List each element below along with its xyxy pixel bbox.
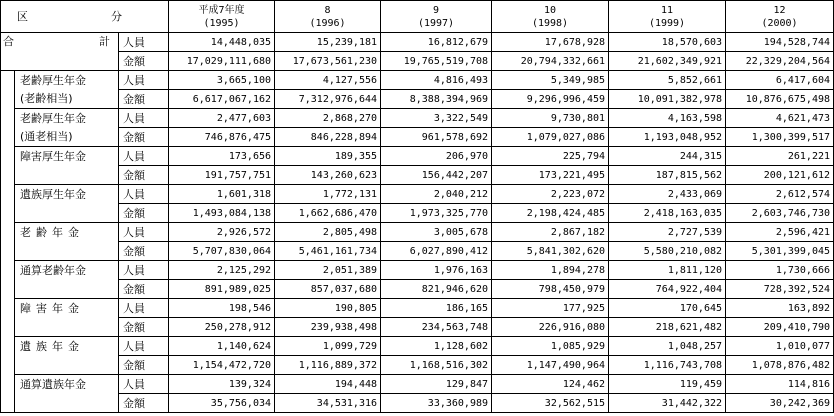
metric-label: 金額	[119, 394, 169, 413]
value-cell: 5,461,161,734	[275, 242, 381, 261]
category-name: (老齢相当)	[15, 90, 119, 109]
value-cell: 3,005,678	[381, 223, 492, 242]
table-row	[1, 71, 834, 90]
table-row	[1, 52, 834, 71]
metric-label: 金額	[119, 280, 169, 299]
indent-cell	[1, 223, 15, 261]
value-cell: 173,656	[169, 147, 275, 166]
value-cell: 891,989,025	[169, 280, 275, 299]
value-cell: 4,816,493	[381, 71, 492, 90]
total-label-cell	[1, 33, 119, 71]
year-header: 12 (2000)	[726, 1, 834, 33]
kubun-header	[1, 1, 169, 33]
metric-label: 人員	[119, 185, 169, 204]
value-cell: 143,260,623	[275, 166, 381, 185]
value-cell: 218,621,482	[609, 318, 726, 337]
value-cell: 1,147,490,964	[492, 356, 609, 375]
year-header: 平成7年度 (1995)	[169, 1, 275, 33]
value-cell: 5,301,399,045	[726, 242, 834, 261]
value-cell: 1,154,472,720	[169, 356, 275, 375]
category-name	[15, 280, 119, 299]
table-row	[1, 166, 834, 185]
value-cell: 2,198,424,485	[492, 204, 609, 223]
category-name	[15, 356, 119, 375]
value-cell: 9,730,801	[492, 109, 609, 128]
category-name: 老齢年金	[15, 223, 119, 242]
value-cell: 4,621,473	[726, 109, 834, 128]
metric-label: 金額	[119, 166, 169, 185]
value-cell: 139,324	[169, 375, 275, 394]
value-cell: 1,116,889,372	[275, 356, 381, 375]
table-row	[1, 185, 834, 204]
category-name	[15, 394, 119, 413]
value-cell: 239,938,498	[275, 318, 381, 337]
value-cell: 2,868,270	[275, 109, 381, 128]
value-cell: 194,448	[275, 375, 381, 394]
category-name: (通老相当)	[15, 128, 119, 147]
indent-cell	[1, 337, 15, 375]
value-cell: 798,450,979	[492, 280, 609, 299]
value-cell: 124,462	[492, 375, 609, 394]
category-name: 通算老齢年金	[15, 261, 119, 280]
table-row	[1, 223, 834, 242]
category-name: 老齢厚生年金	[15, 109, 119, 128]
value-cell: 857,037,680	[275, 280, 381, 299]
value-cell: 3,322,549	[381, 109, 492, 128]
value-cell: 5,841,302,620	[492, 242, 609, 261]
value-cell: 17,673,561,230	[275, 52, 381, 71]
value-cell: 261,221	[726, 147, 834, 166]
value-cell: 30,242,369	[726, 394, 834, 413]
value-cell: 190,805	[275, 299, 381, 318]
value-cell: 728,392,524	[726, 280, 834, 299]
value-cell: 19,765,519,708	[381, 52, 492, 71]
total-left: 合	[3, 35, 14, 48]
value-cell: 3,665,100	[169, 71, 275, 90]
value-cell: 20,794,332,661	[492, 52, 609, 71]
value-cell: 1,099,729	[275, 337, 381, 356]
table-row	[1, 33, 834, 52]
value-cell: 2,867,182	[492, 223, 609, 242]
value-cell: 2,223,072	[492, 185, 609, 204]
value-cell: 1,662,686,470	[275, 204, 381, 223]
indent-cell	[1, 147, 15, 185]
value-cell: 2,418,163,035	[609, 204, 726, 223]
value-cell: 234,563,748	[381, 318, 492, 337]
value-cell: 1,010,077	[726, 337, 834, 356]
value-cell: 206,970	[381, 147, 492, 166]
total-right: 計	[99, 35, 110, 48]
value-cell: 10,876,675,498	[726, 90, 834, 109]
metric-label: 人員	[119, 375, 169, 394]
value-cell: 2,040,212	[381, 185, 492, 204]
value-cell: 1,894,278	[492, 261, 609, 280]
category-name: 老齢厚生年金	[15, 71, 119, 90]
value-cell: 250,278,912	[169, 318, 275, 337]
value-cell: 5,852,661	[609, 71, 726, 90]
value-cell: 156,442,207	[381, 166, 492, 185]
category-name: 障害厚生年金	[15, 147, 119, 166]
metric-label: 金額	[119, 242, 169, 261]
metric-label: 人員	[119, 109, 169, 128]
value-cell: 194,528,744	[726, 33, 834, 52]
value-cell: 4,163,598	[609, 109, 726, 128]
value-cell: 163,892	[726, 299, 834, 318]
value-cell: 6,027,890,412	[381, 242, 492, 261]
category-name: 通算遺族年金	[15, 375, 119, 394]
value-cell: 31,442,322	[609, 394, 726, 413]
value-cell: 2,612,574	[726, 185, 834, 204]
year-header: 10 (1998)	[492, 1, 609, 33]
value-cell: 961,578,692	[381, 128, 492, 147]
indent-cell	[1, 185, 15, 223]
value-cell: 764,922,404	[609, 280, 726, 299]
value-cell: 1,973,325,770	[381, 204, 492, 223]
value-cell: 34,531,316	[275, 394, 381, 413]
value-cell: 1,811,120	[609, 261, 726, 280]
value-cell: 6,617,067,162	[169, 90, 275, 109]
value-cell: 1,048,257	[609, 337, 726, 356]
header-row	[1, 1, 834, 33]
value-cell: 1,493,084,138	[169, 204, 275, 223]
value-cell: 129,847	[381, 375, 492, 394]
metric-label: 金額	[119, 90, 169, 109]
value-cell: 1,085,929	[492, 337, 609, 356]
table-row	[1, 280, 834, 299]
category-name: 遺族年金	[15, 337, 119, 356]
value-cell: 15,239,181	[275, 33, 381, 52]
indent-cell	[1, 71, 15, 109]
table-row	[1, 337, 834, 356]
category-name	[15, 166, 119, 185]
year-header: 11 (1999)	[609, 1, 726, 33]
value-cell: 209,410,790	[726, 318, 834, 337]
value-cell: 198,546	[169, 299, 275, 318]
category-name: 障害年金	[15, 299, 119, 318]
value-cell: 5,580,210,082	[609, 242, 726, 261]
value-cell: 746,876,475	[169, 128, 275, 147]
value-cell: 9,296,996,459	[492, 90, 609, 109]
metric-label: 人員	[119, 71, 169, 90]
value-cell: 22,329,204,564	[726, 52, 834, 71]
value-cell: 1,772,131	[275, 185, 381, 204]
value-cell: 170,645	[609, 299, 726, 318]
value-cell: 191,757,751	[169, 166, 275, 185]
indent-cell	[1, 261, 15, 299]
value-cell: 1,193,048,952	[609, 128, 726, 147]
metric-label: 人員	[119, 147, 169, 166]
value-cell: 7,312,976,644	[275, 90, 381, 109]
value-cell: 189,355	[275, 147, 381, 166]
value-cell: 4,127,556	[275, 71, 381, 90]
value-cell: 1,128,602	[381, 337, 492, 356]
value-cell: 2,603,746,730	[726, 204, 834, 223]
value-cell: 21,602,349,921	[609, 52, 726, 71]
indent-cell	[1, 299, 15, 337]
value-cell: 114,816	[726, 375, 834, 394]
value-cell: 119,459	[609, 375, 726, 394]
value-cell: 8,388,394,969	[381, 90, 492, 109]
year-header: 9 (1997)	[381, 1, 492, 33]
kubun-left: 区	[17, 10, 28, 23]
value-cell: 846,228,894	[275, 128, 381, 147]
kubun-right: 分	[111, 10, 123, 23]
metric-label: 金額	[119, 204, 169, 223]
value-cell: 1,601,318	[169, 185, 275, 204]
metric-label: 金額	[119, 356, 169, 375]
indent-cell	[1, 375, 15, 413]
value-cell: 1,079,027,086	[492, 128, 609, 147]
value-cell: 186,165	[381, 299, 492, 318]
table-row	[1, 261, 834, 280]
category-name: 遺族厚生年金	[15, 185, 119, 204]
value-cell: 1,976,163	[381, 261, 492, 280]
table-row	[1, 147, 834, 166]
value-cell: 2,805,498	[275, 223, 381, 242]
value-cell: 1,078,876,482	[726, 356, 834, 375]
table-row	[1, 128, 834, 147]
category-name	[15, 318, 119, 337]
table-row	[1, 375, 834, 394]
value-cell: 6,417,604	[726, 71, 834, 90]
metric-label: 人員	[119, 337, 169, 356]
value-cell: 2,433,069	[609, 185, 726, 204]
value-cell: 2,125,292	[169, 261, 275, 280]
value-cell: 2,477,603	[169, 109, 275, 128]
value-cell: 821,946,620	[381, 280, 492, 299]
value-cell: 2,596,421	[726, 223, 834, 242]
value-cell: 225,794	[492, 147, 609, 166]
value-cell: 177,925	[492, 299, 609, 318]
table-row	[1, 204, 834, 223]
value-cell: 2,727,539	[609, 223, 726, 242]
value-cell: 33,360,989	[381, 394, 492, 413]
table-row	[1, 318, 834, 337]
metric-label: 人員	[119, 299, 169, 318]
category-name	[15, 242, 119, 261]
value-cell: 1,300,399,517	[726, 128, 834, 147]
metric-label: 人員	[119, 261, 169, 280]
table-row	[1, 90, 834, 109]
value-cell: 1,730,666	[726, 261, 834, 280]
value-cell: 5,707,830,064	[169, 242, 275, 261]
metric-label: 金額	[119, 318, 169, 337]
value-cell: 18,570,603	[609, 33, 726, 52]
value-cell: 173,221,495	[492, 166, 609, 185]
value-cell: 17,678,928	[492, 33, 609, 52]
category-name	[15, 204, 119, 223]
value-cell: 200,121,612	[726, 166, 834, 185]
value-cell: 1,116,743,708	[609, 356, 726, 375]
table-row	[1, 356, 834, 375]
value-cell: 1,140,624	[169, 337, 275, 356]
table-row	[1, 394, 834, 413]
table-row	[1, 242, 834, 261]
table-row	[1, 109, 834, 128]
value-cell: 226,916,080	[492, 318, 609, 337]
metric-label: 人員	[119, 33, 169, 52]
value-cell: 35,756,034	[169, 394, 275, 413]
metric-label: 人員	[119, 223, 169, 242]
table-row	[1, 299, 834, 318]
value-cell: 5,349,985	[492, 71, 609, 90]
metric-label: 金額	[119, 128, 169, 147]
value-cell: 10,091,382,978	[609, 90, 726, 109]
year-header: 8 (1996)	[275, 1, 381, 33]
value-cell: 14,448,035	[169, 33, 275, 52]
value-cell: 244,315	[609, 147, 726, 166]
indent-cell	[1, 109, 15, 147]
value-cell: 187,815,562	[609, 166, 726, 185]
value-cell: 32,562,515	[492, 394, 609, 413]
metric-label: 金額	[119, 52, 169, 71]
value-cell: 2,051,389	[275, 261, 381, 280]
value-cell: 2,926,572	[169, 223, 275, 242]
value-cell: 17,029,111,680	[169, 52, 275, 71]
value-cell: 16,812,679	[381, 33, 492, 52]
value-cell: 1,168,516,302	[381, 356, 492, 375]
